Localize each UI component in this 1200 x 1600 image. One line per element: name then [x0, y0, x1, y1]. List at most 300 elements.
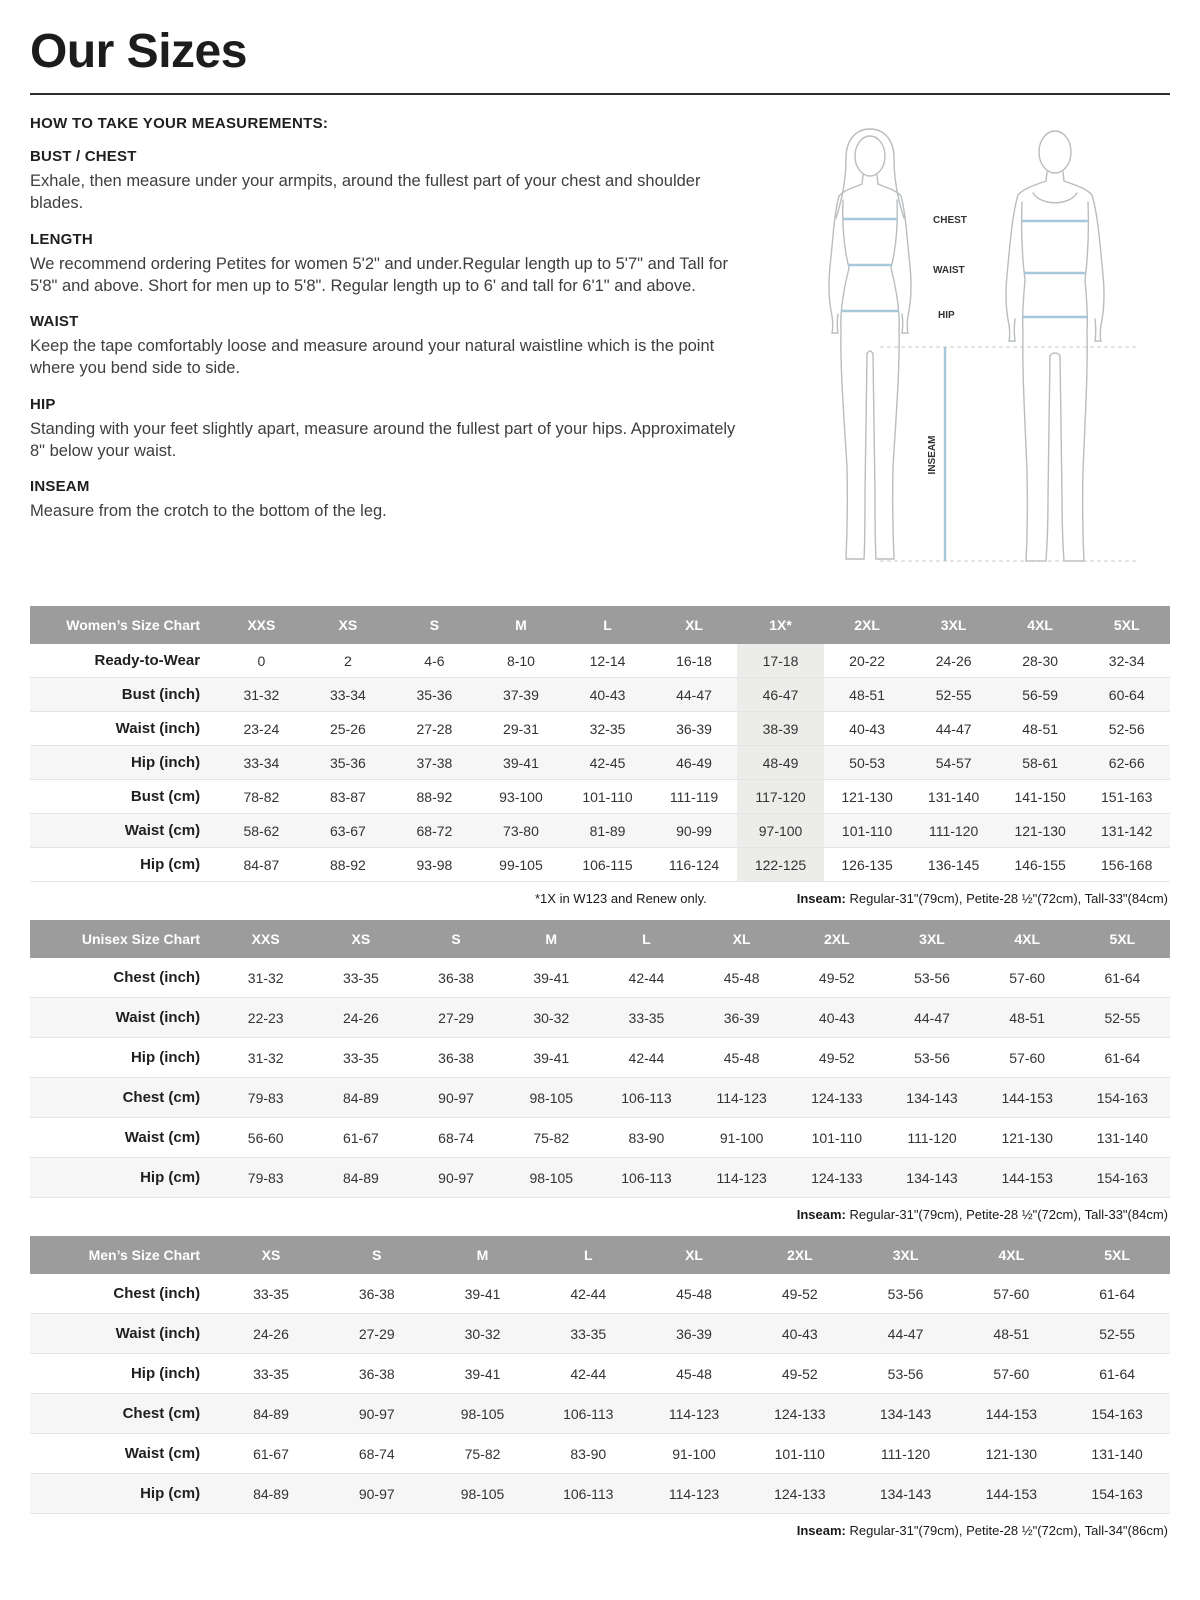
size-cell: 134-143: [884, 1078, 979, 1118]
size-cell: 111-120: [853, 1434, 959, 1474]
size-cell: 33-35: [218, 1354, 324, 1394]
table-title: Women’s Size Chart: [30, 606, 218, 644]
chest-label: CHEST: [933, 215, 967, 226]
size-cell: 114-123: [694, 1158, 789, 1198]
size-cell: 131-140: [1075, 1118, 1170, 1158]
size-cell: 24-26: [910, 644, 997, 678]
row-label: Waist (inch): [30, 998, 218, 1038]
page-title: Our Sizes: [30, 25, 247, 78]
size-cell: 37-39: [478, 678, 565, 712]
size-cell: 49-52: [789, 1038, 884, 1078]
size-cell: 48-51: [824, 678, 911, 712]
size-cell: 32-34: [1083, 644, 1170, 678]
size-cell: 121-130: [958, 1434, 1064, 1474]
size-cell: 154-163: [1064, 1394, 1170, 1434]
column-header: 5XL: [1075, 920, 1170, 958]
size-cell: 131-140: [1064, 1434, 1170, 1474]
size-cell: 63-67: [305, 814, 392, 848]
column-header: S: [408, 920, 503, 958]
row-label: Hip (cm): [30, 1158, 218, 1198]
size-cell: 12-14: [564, 644, 651, 678]
size-cell: 52-56: [1083, 712, 1170, 746]
size-cell: 42-45: [564, 746, 651, 780]
title-divider: [30, 93, 1170, 95]
size-cell: 90-97: [408, 1078, 503, 1118]
size-cell: 48-51: [997, 712, 1084, 746]
size-cell: 83-87: [305, 780, 392, 814]
size-cell: 8-10: [478, 644, 565, 678]
table-row: [30, 848, 1170, 882]
table-row: [30, 1078, 1170, 1118]
size-cell: 126-135: [824, 848, 911, 882]
size-cell: 124-133: [789, 1078, 884, 1118]
table-footnote: [30, 1198, 1170, 1224]
column-header: 3XL: [910, 606, 997, 644]
size-cell: 58-61: [997, 746, 1084, 780]
size-cell: 27-29: [324, 1314, 430, 1354]
size-cell: 44-47: [884, 998, 979, 1038]
size-cell: 111-120: [910, 814, 997, 848]
table-row: [30, 958, 1170, 998]
table-row: [30, 1118, 1170, 1158]
womens-size-chart: [30, 606, 1170, 882]
unisex-size-chart-block: [30, 920, 1170, 1224]
size-cell: 134-143: [853, 1474, 959, 1514]
size-cell: 44-47: [853, 1314, 959, 1354]
size-cell: 90-97: [324, 1474, 430, 1514]
inseam-note: Inseam: Regular-31"(79cm), Petite-28 ½"(72cm), Tall-33"(84cm): [796, 1207, 1168, 1222]
size-cell: 136-145: [910, 848, 997, 882]
size-cell: 90-97: [408, 1158, 503, 1198]
size-cell: 101-110: [789, 1118, 884, 1158]
size-cell: 144-153: [980, 1078, 1075, 1118]
size-cell: 40-43: [564, 678, 651, 712]
size-cell: 121-130: [824, 780, 911, 814]
column-header: XXS: [218, 606, 305, 644]
table-row: [30, 1434, 1170, 1474]
size-cell: 45-48: [641, 1354, 747, 1394]
table-row: [30, 1474, 1170, 1514]
size-cell: 98-105: [504, 1078, 599, 1118]
size-cell: 84-87: [218, 848, 305, 882]
section-text: Measure from the crotch to the bottom of the leg.: [30, 502, 387, 521]
size-cell: 91-100: [694, 1118, 789, 1158]
size-cell: 36-39: [651, 712, 738, 746]
size-cell: 101-110: [824, 814, 911, 848]
female-figure-outline: [829, 129, 911, 559]
size-charts: [30, 606, 1170, 1540]
size-cell: 52-55: [1075, 998, 1170, 1038]
size-cell: 57-60: [958, 1274, 1064, 1314]
size-cell: 116-124: [651, 848, 738, 882]
size-cell: 101-110: [564, 780, 651, 814]
inseam-note: Inseam: Regular-31"(79cm), Petite-28 ½"(72cm), Tall-33"(84cm): [796, 891, 1168, 906]
size-cell: 33-34: [305, 678, 392, 712]
size-cell: 124-133: [747, 1474, 853, 1514]
size-cell: 111-120: [884, 1118, 979, 1158]
table-footnote: [30, 1514, 1170, 1540]
size-cell: 121-130: [997, 814, 1084, 848]
size-cell: 33-35: [313, 1038, 408, 1078]
size-cell: 40-43: [824, 712, 911, 746]
column-header: 2XL: [747, 1236, 853, 1274]
size-cell: 114-123: [641, 1394, 747, 1434]
size-cell: 91-100: [641, 1434, 747, 1474]
column-header: 2XL: [789, 920, 884, 958]
instructions-heading: HOW TO TAKE YOUR MEASUREMENTS:: [30, 115, 329, 132]
section-title: LENGTH: [30, 230, 93, 248]
size-cell: 33-35: [313, 958, 408, 998]
table-row: [30, 1394, 1170, 1434]
size-cell: 54-57: [910, 746, 997, 780]
size-cell: 40-43: [747, 1314, 853, 1354]
size-cell: 49-52: [789, 958, 884, 998]
row-label: Waist (cm): [30, 1434, 218, 1474]
instruction-section-hip: [30, 396, 757, 463]
size-cell: 146-155: [997, 848, 1084, 882]
size-cell: 57-60: [958, 1354, 1064, 1394]
size-cell: 61-64: [1075, 1038, 1170, 1078]
asterisk-note: *1X in W123 and Renew only.: [535, 891, 707, 906]
column-header: 3XL: [853, 1236, 959, 1274]
size-cell: 98-105: [504, 1158, 599, 1198]
size-cell: 46-47: [737, 678, 824, 712]
size-cell: 61-64: [1064, 1354, 1170, 1394]
column-header: 4XL: [958, 1236, 1064, 1274]
size-cell: 154-163: [1064, 1474, 1170, 1514]
size-cell: 16-18: [651, 644, 738, 678]
column-header: 3XL: [884, 920, 979, 958]
column-header: 5XL: [1064, 1236, 1170, 1274]
inseam-label: INSEAM: [927, 435, 938, 475]
size-cell: 88-92: [305, 848, 392, 882]
size-cell: 48-51: [980, 998, 1075, 1038]
size-cell: 106-113: [599, 1078, 694, 1118]
size-cell: 97-100: [737, 814, 824, 848]
size-cell: 20-22: [824, 644, 911, 678]
size-cell: 35-36: [305, 746, 392, 780]
size-cell: 49-52: [747, 1354, 853, 1394]
column-header: L: [564, 606, 651, 644]
size-cell: 154-163: [1075, 1078, 1170, 1118]
size-cell: 53-56: [884, 958, 979, 998]
size-cell: 27-29: [408, 998, 503, 1038]
size-cell: 98-105: [430, 1474, 536, 1514]
instruction-section-bust-chest: [30, 148, 757, 215]
size-cell: 24-26: [218, 1314, 324, 1354]
row-label: Waist (inch): [30, 712, 218, 746]
male-figure-outline: [1006, 131, 1104, 561]
size-cell: 141-150: [997, 780, 1084, 814]
section-title: HIP: [30, 395, 56, 413]
table-row: [30, 678, 1170, 712]
hip-label: HIP: [938, 310, 955, 321]
column-header: XL: [651, 606, 738, 644]
row-label: Chest (cm): [30, 1394, 218, 1434]
section-text: We recommend ordering Petites for women 5'2" and under.Regular length up to 5'7" and Tall for 5'8" and above. Short for men up to 5'8". Regular length up to 6' and tall for 6'1" and above.: [30, 254, 728, 295]
size-cell: 48-49: [737, 746, 824, 780]
size-cell: 144-153: [958, 1394, 1064, 1434]
row-label: Hip (cm): [30, 848, 218, 882]
column-header: XL: [694, 920, 789, 958]
size-cell: 106-115: [564, 848, 651, 882]
unisex-size-chart: [30, 920, 1170, 1198]
table-row: [30, 1314, 1170, 1354]
size-cell: 61-64: [1075, 958, 1170, 998]
row-label: Waist (inch): [30, 1314, 218, 1354]
size-cell: 36-38: [324, 1354, 430, 1394]
column-header: XS: [313, 920, 408, 958]
size-cell: 79-83: [218, 1078, 313, 1118]
size-cell: 61-64: [1064, 1274, 1170, 1314]
table-row: [30, 712, 1170, 746]
size-cell: 144-153: [980, 1158, 1075, 1198]
size-cell: 154-163: [1075, 1158, 1170, 1198]
size-cell: 36-38: [324, 1274, 430, 1314]
row-label: Chest (cm): [30, 1078, 218, 1118]
section-text: Exhale, then measure under your armpits, around the fullest part of your chest and shoulder blades.: [30, 172, 701, 213]
size-cell: 32-35: [564, 712, 651, 746]
measurement-content: [30, 115, 1170, 580]
instruction-section-waist: [30, 313, 757, 380]
size-cell: 46-49: [651, 746, 738, 780]
womens-size-chart-block: [30, 606, 1170, 908]
size-cell: 68-74: [408, 1118, 503, 1158]
row-label: Hip (inch): [30, 1038, 218, 1078]
size-cell: 48-51: [958, 1314, 1064, 1354]
size-cell: 39-41: [504, 1038, 599, 1078]
size-cell: 99-105: [478, 848, 565, 882]
size-cell: 61-67: [313, 1118, 408, 1158]
column-header: XL: [641, 1236, 747, 1274]
size-cell: 36-38: [408, 958, 503, 998]
table-row: [30, 644, 1170, 678]
size-cell: 28-30: [997, 644, 1084, 678]
size-cell: 121-130: [980, 1118, 1075, 1158]
size-cell: 83-90: [599, 1118, 694, 1158]
size-cell: 2: [305, 644, 392, 678]
size-cell: 90-97: [324, 1394, 430, 1434]
row-label: Waist (cm): [30, 814, 218, 848]
row-label: Ready-to-Wear: [30, 644, 218, 678]
size-cell: 131-140: [910, 780, 997, 814]
size-cell: 101-110: [747, 1434, 853, 1474]
row-label: Chest (inch): [30, 958, 218, 998]
size-cell: 31-32: [218, 958, 313, 998]
size-cell: 52-55: [1064, 1314, 1170, 1354]
size-cell: 88-92: [391, 780, 478, 814]
size-cell: 122-125: [737, 848, 824, 882]
column-header: XS: [218, 1236, 324, 1274]
size-cell: 106-113: [535, 1474, 641, 1514]
size-cell: 90-99: [651, 814, 738, 848]
size-cell: 27-28: [391, 712, 478, 746]
column-header: S: [324, 1236, 430, 1274]
column-header: L: [535, 1236, 641, 1274]
size-cell: 84-89: [218, 1394, 324, 1434]
size-cell: 45-48: [694, 958, 789, 998]
size-cell: 60-64: [1083, 678, 1170, 712]
column-header: 5XL: [1083, 606, 1170, 644]
section-text: Keep the tape comfortably loose and measure around your natural waistline which is the point where you bend side to side.: [30, 337, 715, 378]
size-cell: 40-43: [789, 998, 884, 1038]
column-header: 4XL: [980, 920, 1075, 958]
row-label: Hip (inch): [30, 746, 218, 780]
table-row: [30, 1158, 1170, 1198]
size-cell: 131-142: [1083, 814, 1170, 848]
size-cell: 134-143: [884, 1158, 979, 1198]
size-cell: 44-47: [910, 712, 997, 746]
size-cell: 17-18: [737, 644, 824, 678]
size-cell: 68-72: [391, 814, 478, 848]
size-cell: 81-89: [564, 814, 651, 848]
mens-size-chart-block: [30, 1236, 1170, 1540]
size-cell: 134-143: [853, 1394, 959, 1434]
size-cell: 39-41: [430, 1274, 536, 1314]
size-cell: 45-48: [694, 1038, 789, 1078]
size-cell: 56-59: [997, 678, 1084, 712]
table-title: Unisex Size Chart: [30, 920, 218, 958]
column-header: XS: [305, 606, 392, 644]
size-cell: 53-56: [884, 1038, 979, 1078]
size-cell: 31-32: [218, 678, 305, 712]
size-cell: 111-119: [651, 780, 738, 814]
size-cell: 4-6: [391, 644, 478, 678]
size-cell: 62-66: [1083, 746, 1170, 780]
measurement-instructions: [30, 115, 785, 580]
column-header: S: [391, 606, 478, 644]
size-cell: 31-32: [218, 1038, 313, 1078]
section-text: Standing with your feet slightly apart, measure around the fullest part of your hips. Approximately 8" below your waist.: [30, 419, 736, 460]
size-cell: 35-36: [391, 678, 478, 712]
section-title: WAIST: [30, 313, 79, 331]
table-row: [30, 998, 1170, 1038]
column-header: L: [599, 920, 694, 958]
section-title: BUST / CHEST: [30, 148, 137, 165]
size-cell: 106-113: [599, 1158, 694, 1198]
table-row: [30, 814, 1170, 848]
size-cell: 75-82: [504, 1118, 599, 1158]
size-cell: 58-62: [218, 814, 305, 848]
size-cell: 93-98: [391, 848, 478, 882]
instruction-section-length: [30, 231, 757, 298]
size-cell: 93-100: [478, 780, 565, 814]
size-cell: 30-32: [504, 998, 599, 1038]
table-row: [30, 1038, 1170, 1078]
mens-size-chart: [30, 1236, 1170, 1514]
inseam-note: Inseam: Regular-31"(79cm), Petite-28 ½"(72cm), Tall-34"(86cm): [796, 1523, 1168, 1538]
size-cell: 53-56: [853, 1274, 959, 1314]
size-cell: 49-52: [747, 1274, 853, 1314]
size-cell: 83-90: [535, 1434, 641, 1474]
table-row: [30, 746, 1170, 780]
size-cell: 68-74: [324, 1434, 430, 1474]
size-cell: 98-105: [430, 1394, 536, 1434]
size-cell: 24-26: [313, 998, 408, 1038]
column-header: 4XL: [997, 606, 1084, 644]
table-footnote: [30, 882, 1170, 908]
instruction-section-inseam: [30, 478, 757, 522]
size-cell: 124-133: [789, 1158, 884, 1198]
size-cell: 37-38: [391, 746, 478, 780]
table-title: Men’s Size Chart: [30, 1236, 218, 1274]
size-cell: 42-44: [599, 1038, 694, 1078]
size-cell: 53-56: [853, 1354, 959, 1394]
size-cell: 106-113: [535, 1394, 641, 1434]
size-cell: 0: [218, 644, 305, 678]
size-cell: 44-47: [651, 678, 738, 712]
size-cell: 61-67: [218, 1434, 324, 1474]
waist-label: WAIST: [933, 265, 965, 276]
size-cell: 38-39: [737, 712, 824, 746]
size-cell: 75-82: [430, 1434, 536, 1474]
size-cell: 39-41: [478, 746, 565, 780]
row-label: Chest (inch): [30, 1274, 218, 1314]
size-cell: 57-60: [980, 958, 1075, 998]
row-label: Hip (inch): [30, 1354, 218, 1394]
size-cell: 22-23: [218, 998, 313, 1038]
size-cell: 73-80: [478, 814, 565, 848]
column-header: M: [504, 920, 599, 958]
size-cell: 33-35: [218, 1274, 324, 1314]
size-cell: 39-41: [430, 1354, 536, 1394]
size-cell: 156-168: [1083, 848, 1170, 882]
table-row: [30, 1274, 1170, 1314]
size-cell: 114-123: [694, 1078, 789, 1118]
size-cell: 36-39: [694, 998, 789, 1038]
table-row: [30, 780, 1170, 814]
size-cell: 52-55: [910, 678, 997, 712]
size-cell: 79-83: [218, 1158, 313, 1198]
column-header: 1X*: [737, 606, 824, 644]
size-cell: 23-24: [218, 712, 305, 746]
size-cell: 84-89: [218, 1474, 324, 1514]
size-cell: 114-123: [641, 1474, 747, 1514]
row-label: Hip (cm): [30, 1474, 218, 1514]
row-label: Waist (cm): [30, 1118, 218, 1158]
body-measurement-illustration: [785, 115, 1170, 575]
size-cell: 36-39: [641, 1314, 747, 1354]
size-cell: 30-32: [430, 1314, 536, 1354]
size-cell: 39-41: [504, 958, 599, 998]
size-cell: 33-34: [218, 746, 305, 780]
inseam-guide-lines: [880, 347, 1137, 561]
size-cell: 117-120: [737, 780, 824, 814]
size-cell: 151-163: [1083, 780, 1170, 814]
size-cell: 25-26: [305, 712, 392, 746]
row-label: Bust (cm): [30, 780, 218, 814]
size-cell: 33-35: [599, 998, 694, 1038]
size-cell: 42-44: [535, 1354, 641, 1394]
size-cell: 57-60: [980, 1038, 1075, 1078]
section-title: INSEAM: [30, 478, 90, 496]
column-header: 2XL: [824, 606, 911, 644]
size-cell: 29-31: [478, 712, 565, 746]
measurement-diagram: [785, 115, 1170, 580]
size-cell: 84-89: [313, 1078, 408, 1118]
size-cell: 42-44: [599, 958, 694, 998]
diagram-labels: [927, 215, 967, 474]
column-header: M: [430, 1236, 536, 1274]
size-cell: 56-60: [218, 1118, 313, 1158]
size-cell: 78-82: [218, 780, 305, 814]
column-header: XXS: [218, 920, 313, 958]
size-cell: 36-38: [408, 1038, 503, 1078]
column-header: M: [478, 606, 565, 644]
size-cell: 84-89: [313, 1158, 408, 1198]
table-row: [30, 1354, 1170, 1394]
size-cell: 124-133: [747, 1394, 853, 1434]
